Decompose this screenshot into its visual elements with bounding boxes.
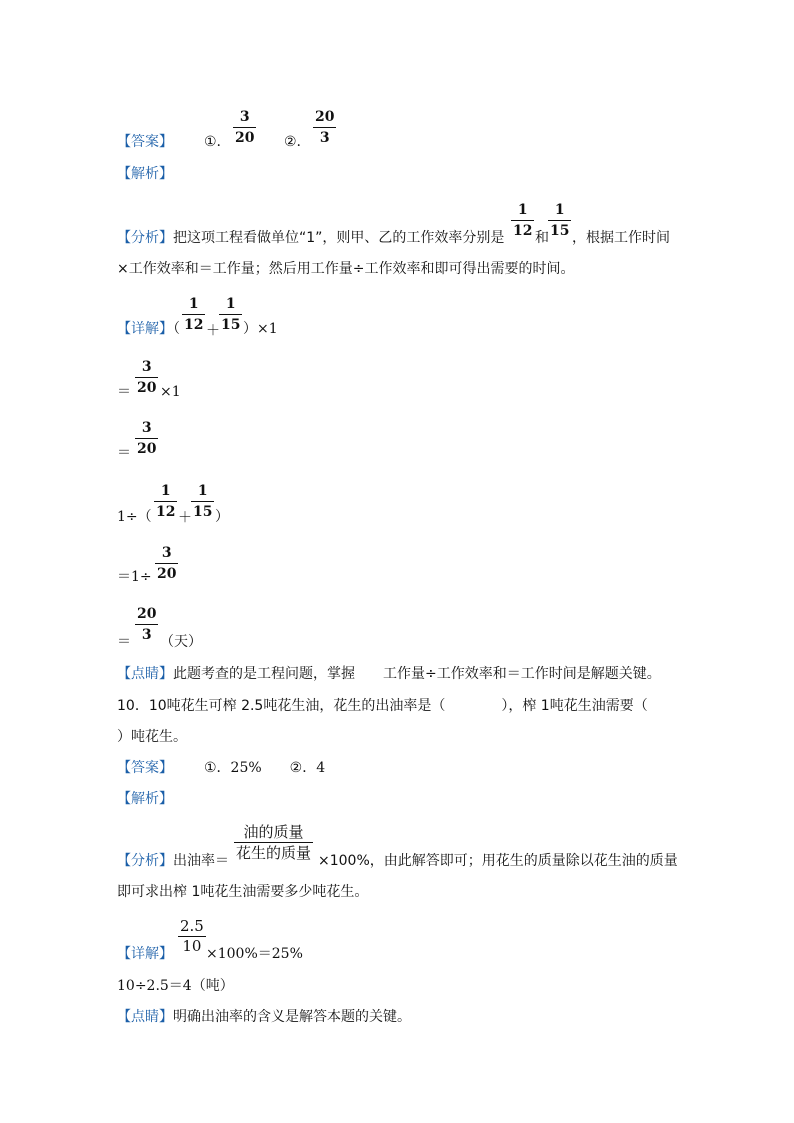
fraction-bar	[548, 220, 571, 221]
question-10-line-2: ）吨花生。	[117, 729, 187, 745]
fraction-denominator: 15	[550, 223, 570, 239]
answer-2-prefix: ②.	[284, 134, 302, 150]
q10-fenxi-line	[117, 851, 229, 871]
jiexi-tag: 【解析】	[117, 166, 173, 182]
step5-fraction	[155, 545, 178, 582]
q10-xiangjie-line	[117, 944, 173, 964]
fraction-numerator: 1	[225, 296, 236, 312]
fraction-denominator: 15	[221, 317, 241, 333]
fraction-numerator: 1	[197, 483, 208, 499]
fraction-bar	[135, 624, 158, 625]
fraction-bar	[219, 314, 242, 315]
fraction-numerator: 3	[141, 359, 152, 375]
fraction-denominator: 12	[513, 223, 533, 239]
fenxi-head: 出油率＝	[173, 853, 229, 869]
paren-open: （	[173, 321, 180, 337]
fenxi-and: 和	[535, 230, 549, 246]
fenxi-tail: ×100%，由此解答即可；用花生的质量除以花生油的质量	[318, 853, 678, 869]
step5-head: ＝1÷	[117, 569, 152, 585]
fraction-bar	[233, 127, 256, 128]
fraction-numerator: 2.5	[180, 917, 204, 935]
answer-2-fraction	[313, 109, 336, 146]
fraction-numerator: 1	[160, 483, 171, 499]
fraction-numerator: 1	[554, 202, 565, 218]
fraction-numerator: 3	[161, 545, 172, 561]
step6-eq: ＝	[117, 634, 131, 650]
answer-tag: 【答案】	[117, 760, 173, 776]
fraction-bar	[191, 501, 214, 502]
fraction-denominator: 花生的质量	[236, 844, 312, 862]
dianjing-tag: 【点睛】	[117, 1009, 173, 1025]
step2-fraction	[135, 359, 158, 396]
fraction-bar	[313, 127, 336, 128]
fraction-bar	[155, 563, 178, 564]
fraction-denominator: 12	[156, 504, 176, 520]
fraction-bar	[135, 438, 158, 439]
step4-fraction-b	[191, 483, 214, 520]
fraction-numerator: 3	[141, 420, 152, 436]
fraction-bar	[234, 842, 313, 843]
fraction-denominator: 3	[141, 627, 152, 643]
q10-dianjing-line	[117, 1007, 411, 1027]
fraction-denominator: 20	[235, 130, 255, 146]
xiangjie-tag: 【详解】	[117, 946, 173, 962]
fraction-numerator: 20	[315, 109, 335, 125]
fraction-denominator: 10	[182, 937, 202, 955]
fraction-bar	[182, 314, 205, 315]
question-10-line-1: 10．10吨花生可榨 2.5吨花生油，花生的出油率是（ ），榨 1吨花生油需要（	[117, 698, 648, 714]
step6-fraction	[135, 606, 158, 643]
step4-head: 1÷（	[117, 509, 152, 525]
jiexi-tag: 【解析】	[117, 791, 173, 807]
q10-answer-line	[117, 758, 173, 778]
step3-eq: ＝	[117, 445, 131, 461]
fraction-numerator: 20	[137, 606, 157, 622]
fraction-numerator: 3	[239, 109, 250, 125]
oil-rate-fraction	[234, 823, 313, 862]
plus-sign: ＋	[206, 323, 220, 339]
xiangjie-line	[117, 319, 180, 339]
fenxi-tag: 【分析】	[117, 853, 173, 869]
fenxi-text-2: ，根据工作时间	[572, 230, 670, 246]
calc-fraction	[178, 918, 206, 955]
fraction-denominator: 20	[137, 441, 157, 457]
q10-answer-text: ①．25% ②．4	[204, 760, 326, 776]
fraction-numerator: 1	[517, 202, 528, 218]
calc-tail: ×100%＝25%	[206, 946, 303, 962]
step1-fraction-a	[182, 296, 205, 333]
step6-unit: （天）	[160, 634, 202, 650]
step2-tail: ×1	[160, 384, 181, 400]
fraction-denominator: 12	[184, 317, 204, 333]
fenxi-text: 把这项工程看做单位“1”，则甲、乙的工作效率分别是	[173, 230, 505, 246]
fraction-denominator: 15	[193, 504, 213, 520]
step4-close: ）	[215, 509, 229, 525]
dianjing-line	[117, 664, 661, 684]
answer-tag: 【答案】	[117, 134, 173, 150]
fraction-denominator: 3	[319, 130, 330, 146]
fenxi-line-2: 即可求出榨 1吨花生油需要多少吨花生。	[117, 884, 369, 900]
step2-eq: ＝	[117, 384, 131, 400]
calc-2: 10÷2.5＝4（吨）	[117, 978, 234, 994]
efficiency-b-fraction	[548, 202, 571, 239]
dianjing-text: 明确出油率的含义是解答本题的关键。	[173, 1009, 411, 1025]
fraction-numerator: 油的质量	[243, 823, 304, 841]
fenxi-tag: 【分析】	[117, 230, 173, 246]
fraction-bar	[154, 501, 177, 502]
dianjing-text: 此题考查的是工程问题，掌握 工作量÷工作效率和＝工作时间是解题关键。	[173, 666, 661, 682]
fraction-denominator: 20	[157, 566, 177, 582]
fraction-numerator: 1	[188, 296, 199, 312]
answer-1-fraction	[233, 109, 256, 146]
plus-sign: ＋	[178, 510, 192, 526]
fraction-bar	[511, 220, 534, 221]
fraction-denominator: 20	[137, 380, 157, 396]
dianjing-tag: 【点睛】	[117, 666, 173, 682]
fraction-bar	[135, 377, 158, 378]
step4-fraction-a	[154, 483, 177, 520]
step1-fraction-b	[219, 296, 242, 333]
xiangjie-tag: 【详解】	[117, 321, 173, 337]
step1-close: ）×1	[243, 321, 278, 337]
fenxi-line-1	[117, 228, 504, 248]
efficiency-a-fraction	[511, 202, 534, 239]
fenxi-line-2: ×工作效率和＝工作量；然后用工作量÷工作效率和即可得出需要的时间。	[117, 261, 575, 277]
answer-1-prefix: ①.	[204, 134, 222, 150]
step3-fraction	[135, 420, 158, 457]
